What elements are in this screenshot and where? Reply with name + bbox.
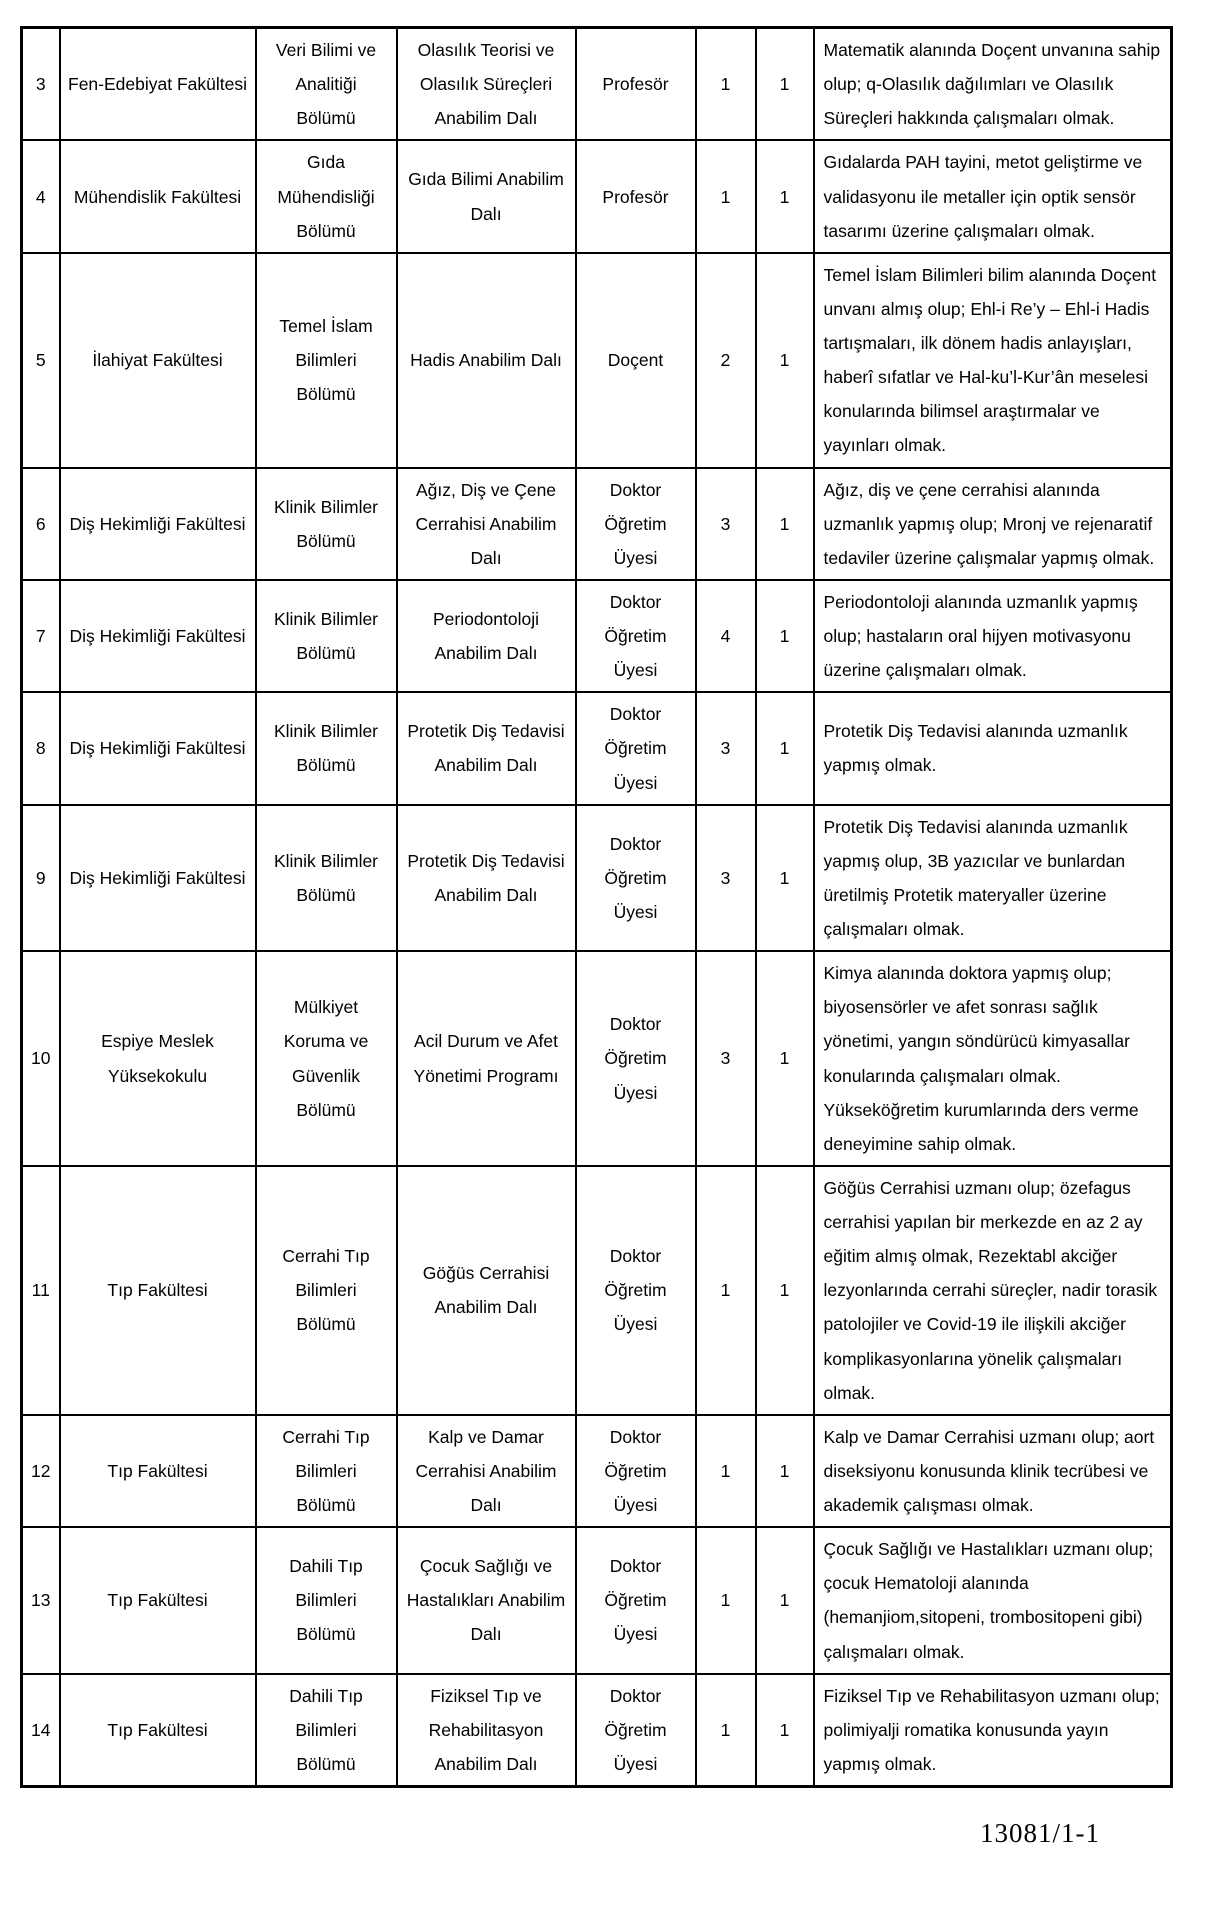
table-row <box>22 1674 1172 1787</box>
cell-program: Periodontoloji Anabilim Dalı <box>397 580 576 692</box>
cell-no: 13 <box>22 1527 60 1674</box>
cell-title: Doktor Öğretim Üyesi <box>576 805 696 952</box>
cell-description: Protetik Diş Tedavisi alanında uzmanlık yapmış olup, 3B yazıcılar ve bunlardan üretilmiş Protetik materyaller üzerine çalışmaları olmak. <box>814 805 1172 952</box>
cell-description: Temel İslam Bilimleri bilim alanında Doçent unvanı almış olup; Ehl-i Re’y – Ehl-i Hadis tartışmaları, ilk dönem hadis anlayışları, haberî sıfatlar ve Hal-ku’l-Kur’ân meselesi konularında bilimsel araştırmalar ve yayınları olmak. <box>814 253 1172 468</box>
cell-program: Gıda Bilimi Anabilim Dalı <box>397 140 576 252</box>
cell-no: 4 <box>22 140 60 252</box>
cell-program: Göğüs Cerrahisi Anabilim Dalı <box>397 1166 576 1415</box>
cell-num2: 1 <box>756 140 814 252</box>
cell-faculty: Espiye Meslek Yüksekokulu <box>60 951 256 1166</box>
cell-department: Klinik Bilimler Bölümü <box>256 580 397 692</box>
cell-description: Gıdalarda PAH tayini, metot geliştirme ve validasyonu ile metaller için optik sensör tasarımı üzerine çalışmaları olmak. <box>814 140 1172 252</box>
cell-num2: 1 <box>756 692 814 804</box>
cell-num2: 1 <box>756 1527 814 1674</box>
cell-no: 14 <box>22 1674 60 1787</box>
cell-program: Acil Durum ve Afet Yönetimi Programı <box>397 951 576 1166</box>
cell-num2: 1 <box>756 580 814 692</box>
cell-title: Doktor Öğretim Üyesi <box>576 1527 696 1674</box>
cell-num1: 1 <box>696 28 756 141</box>
cell-faculty: Diş Hekimliği Fakültesi <box>60 692 256 804</box>
cell-program: Ağız, Diş ve Çene Cerrahisi Anabilim Dalı <box>397 468 576 580</box>
cell-program: Fiziksel Tıp ve Rehabilitasyon Anabilim Dalı <box>397 1674 576 1787</box>
cell-title: Doktor Öğretim Üyesi <box>576 580 696 692</box>
cell-department: Temel İslam Bilimleri Bölümü <box>256 253 397 468</box>
cell-num2: 1 <box>756 1415 814 1527</box>
table-row <box>22 951 1172 1166</box>
cell-faculty: Tıp Fakültesi <box>60 1674 256 1787</box>
footer <box>0 1818 1100 1849</box>
cell-department: Gıda Mühendisliği Bölümü <box>256 140 397 252</box>
cell-num2: 1 <box>756 1674 814 1787</box>
cell-department: Klinik Bilimler Bölümü <box>256 468 397 580</box>
cell-num1: 3 <box>696 805 756 952</box>
cell-department: Dahili Tıp Bilimleri Bölümü <box>256 1674 397 1787</box>
cell-num2: 1 <box>756 805 814 952</box>
cell-faculty: Tıp Fakültesi <box>60 1415 256 1527</box>
cell-no: 10 <box>22 951 60 1166</box>
cell-title: Doktor Öğretim Üyesi <box>576 468 696 580</box>
cell-title: Doktor Öğretim Üyesi <box>576 951 696 1166</box>
table-row <box>22 28 1172 141</box>
cell-faculty: Fen-Edebiyat Fakültesi <box>60 28 256 141</box>
cell-no: 7 <box>22 580 60 692</box>
cell-num2: 1 <box>756 28 814 141</box>
cell-title: Profesör <box>576 28 696 141</box>
cell-no: 12 <box>22 1415 60 1527</box>
cell-no: 9 <box>22 805 60 952</box>
cell-num1: 3 <box>696 951 756 1166</box>
announcement-table-body <box>22 28 1172 1787</box>
cell-faculty: Mühendislik Fakültesi <box>60 140 256 252</box>
cell-num1: 4 <box>696 580 756 692</box>
cell-faculty: Tıp Fakültesi <box>60 1527 256 1674</box>
cell-num1: 1 <box>696 1674 756 1787</box>
cell-no: 8 <box>22 692 60 804</box>
table-row <box>22 1415 1172 1527</box>
cell-faculty: Diş Hekimliği Fakültesi <box>60 805 256 952</box>
table-row <box>22 140 1172 252</box>
cell-description: Protetik Diş Tedavisi alanında uzmanlık yapmış olmak. <box>814 692 1172 804</box>
table-row <box>22 468 1172 580</box>
cell-program: Hadis Anabilim Dalı <box>397 253 576 468</box>
cell-num2: 1 <box>756 951 814 1166</box>
cell-num1: 1 <box>696 1166 756 1415</box>
cell-title: Doktor Öğretim Üyesi <box>576 1674 696 1787</box>
cell-department: Veri Bilimi ve Analitiği Bölümü <box>256 28 397 141</box>
cell-no: 5 <box>22 253 60 468</box>
cell-num1: 3 <box>696 468 756 580</box>
cell-faculty: Diş Hekimliği Fakültesi <box>60 468 256 580</box>
cell-program: Protetik Diş Tedavisi Anabilim Dalı <box>397 692 576 804</box>
cell-faculty: Diş Hekimliği Fakültesi <box>60 580 256 692</box>
cell-description: Çocuk Sağlığı ve Hastalıkları uzmanı olup; çocuk Hematoloji alanında (hemanjiom,sitopeni, trombositopeni gibi) çalışmaları olmak. <box>814 1527 1172 1674</box>
cell-title: Profesör <box>576 140 696 252</box>
table-row <box>22 692 1172 804</box>
cell-department: Klinik Bilimler Bölümü <box>256 692 397 804</box>
cell-num1: 1 <box>696 1527 756 1674</box>
cell-department: Mülkiyet Koruma ve Güvenlik Bölümü <box>256 951 397 1166</box>
cell-description: Matematik alanında Doçent unvanına sahip olup; q-Olasılık dağılımları ve Olasılık Süreçleri hakkında çalışmaları olmak. <box>814 28 1172 141</box>
cell-description: Ağız, diş ve çene cerrahisi alanında uzmanlık yapmış olup; Mronj ve rejenaratif tedaviler üzerine çalışmalar yapmış olmak. <box>814 468 1172 580</box>
table-row <box>22 1527 1172 1674</box>
cell-department: Klinik Bilimler Bölümü <box>256 805 397 952</box>
cell-department: Dahili Tıp Bilimleri Bölümü <box>256 1527 397 1674</box>
cell-program: Kalp ve Damar Cerrahisi Anabilim Dalı <box>397 1415 576 1527</box>
cell-no: 6 <box>22 468 60 580</box>
cell-description: Kimya alanında doktora yapmış olup; biyosensörler ve afet sonrası sağlık yönetimi, yangın söndürücü kimyasallar konularında çalışmaları olmak. Yükseköğretim kurumlarında ders verme deneyimine sahip olmak. <box>814 951 1172 1166</box>
cell-description: Periodontoloji alanında uzmanlık yapmış olup; hastaların oral hijyen motivasyonu üzerine çalışmaları olmak. <box>814 580 1172 692</box>
cell-num1: 1 <box>696 140 756 252</box>
cell-faculty: Tıp Fakültesi <box>60 1166 256 1415</box>
cell-no: 3 <box>22 28 60 141</box>
cell-department: Cerrahi Tıp Bilimleri Bölümü <box>256 1166 397 1415</box>
cell-num2: 1 <box>756 1166 814 1415</box>
table-row <box>22 253 1172 468</box>
cell-faculty: İlahiyat Fakültesi <box>60 253 256 468</box>
table-row <box>22 1166 1172 1415</box>
announcement-reference-number: 13081/1-1 <box>980 1818 1100 1848</box>
cell-title: Doktor Öğretim Üyesi <box>576 1415 696 1527</box>
table-row <box>22 805 1172 952</box>
table-row <box>22 580 1172 692</box>
cell-num2: 1 <box>756 468 814 580</box>
cell-num1: 1 <box>696 1415 756 1527</box>
cell-no: 11 <box>22 1166 60 1415</box>
cell-title: Doktor Öğretim Üyesi <box>576 692 696 804</box>
cell-description: Göğüs Cerrahisi uzmanı olup; özefagus cerrahisi yapılan bir merkezde en az 2 ay eğitim almış olmak, Rezektabl akciğer lezyonlarında cerrahi süreçler, nadir torasik patolojiler ve Covid-19 ile ilişkili akciğer komplikasyonlarına yönelik çalışmaları olmak. <box>814 1166 1172 1415</box>
cell-program: Olasılık Teorisi ve Olasılık Süreçleri Anabilim Dalı <box>397 28 576 141</box>
cell-program: Protetik Diş Tedavisi Anabilim Dalı <box>397 805 576 952</box>
cell-num2: 1 <box>756 253 814 468</box>
cell-num1: 2 <box>696 253 756 468</box>
cell-description: Fiziksel Tıp ve Rehabilitasyon uzmanı olup; polimiyalji romatika konusunda yayın yapmış olmak. <box>814 1674 1172 1787</box>
faculty-vacancy-table <box>20 26 1173 1788</box>
cell-num1: 3 <box>696 692 756 804</box>
cell-description: Kalp ve Damar Cerrahisi uzmanı olup; aort diseksiyonu konusunda klinik tecrübesi ve akademik çalışması olmak. <box>814 1415 1172 1527</box>
cell-title: Doktor Öğretim Üyesi <box>576 1166 696 1415</box>
cell-department: Cerrahi Tıp Bilimleri Bölümü <box>256 1415 397 1527</box>
cell-program: Çocuk Sağlığı ve Hastalıkları Anabilim Dalı <box>397 1527 576 1674</box>
cell-title: Doçent <box>576 253 696 468</box>
